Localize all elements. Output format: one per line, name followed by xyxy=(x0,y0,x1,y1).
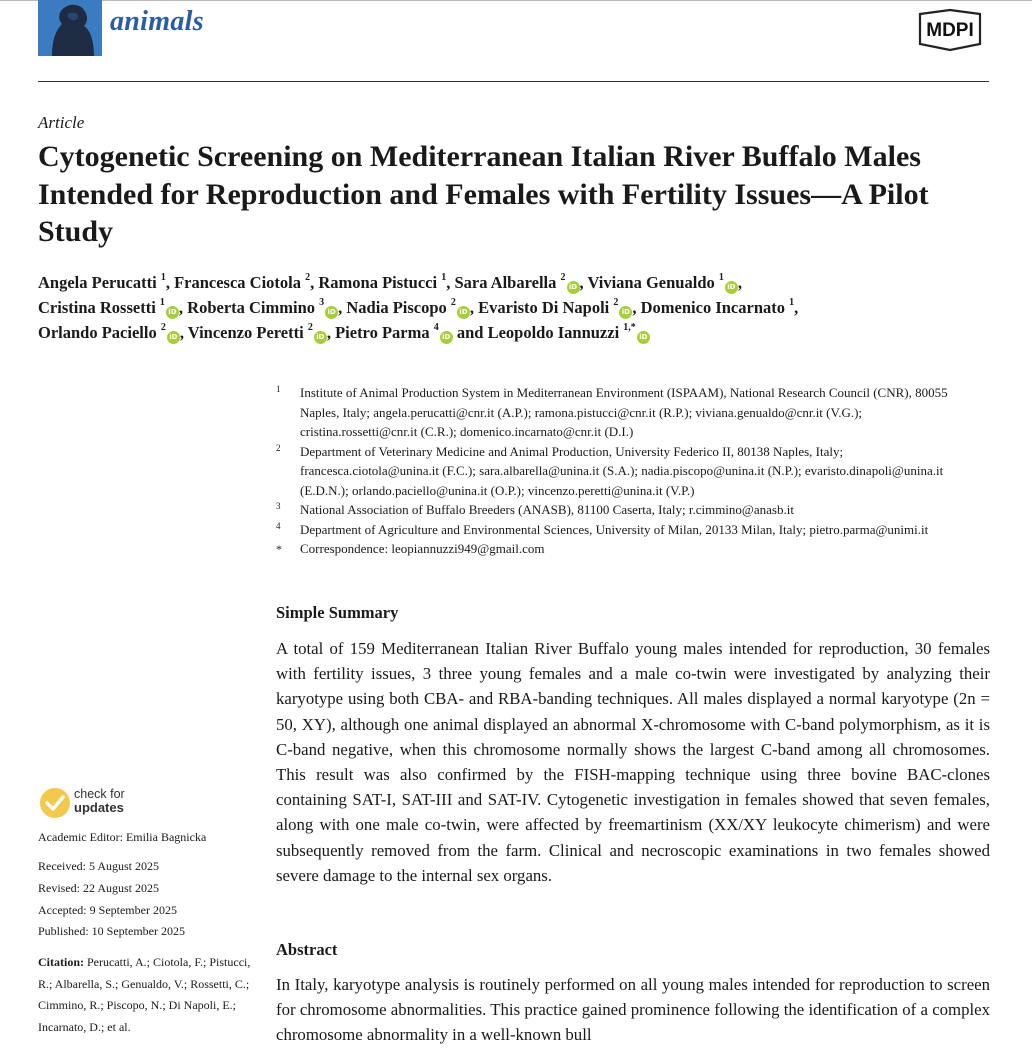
affiliation-number: 1 xyxy=(276,384,281,394)
author-separator: and xyxy=(452,323,488,342)
author-name: Cristina Rossetti xyxy=(38,298,156,317)
author-separator: , xyxy=(446,273,455,292)
journal-name[interactable]: animals xyxy=(110,6,204,37)
affiliation-item xyxy=(276,500,976,520)
author-name: Sara Albarella xyxy=(454,273,557,292)
affiliations xyxy=(276,383,976,559)
article-title: Cytogenetic Screening on Mediterranean Italian River Buffalo Males Intended for Reproduction and Females with Fertility Issues—A Pilot Study xyxy=(38,140,929,248)
author-name: Leopoldo Iannuzzi xyxy=(487,323,620,342)
affiliation-text: Institute of Animal Production System in Mediterranean Environment (ISPAAM), National Research Council (CNR), 80055 Naples, Italy; angela.perucatti@cnr.it (A.P.); ramona.pistucci@cnr.it (R.P.); viviana.genualdo@cnr.it (V.G.); cristina.rossetti@cnr.it (C.R.); domenico.incarnato@cnr.it (D.I.) xyxy=(300,385,948,439)
academic-editor: Academic Editor: Emilia Bagnicka xyxy=(38,830,207,844)
affiliation-marker: 2 xyxy=(307,321,313,333)
citation-label: Citation: xyxy=(38,955,84,969)
affiliation-number: 4 xyxy=(276,520,281,531)
orcid-icon[interactable]: iD xyxy=(567,281,580,294)
affiliation-text: Department of Veterinary Medicine and Animal Production, University Federico II, 80138 Naples, Italy; francesca.ciotola@unina.it (F.C.); sara.albarella@unina.it (S.A.); nadia.piscopo@unina.it (N.P.); evaristo.dinapoli@unina.it (E.D.N.); orlando.paciello@unina.it (O.P.); vincenzo.peretti@unina.it (V.P.) xyxy=(300,443,944,498)
author-separator: , xyxy=(632,298,641,317)
abstract-text: In Italy, karyotype analysis is routinely performed on all young males intended for reproduction to screen for chromosome abnormalities. This practice gained prominence following the identification of a complex chromosome abnormality in a well-known bull xyxy=(276,975,990,1045)
affiliation-marker: 4 xyxy=(433,321,439,333)
date-received: Received: 5 August 2025 xyxy=(38,859,159,873)
orcid-icon[interactable]: iD xyxy=(166,306,179,319)
orcid-icon[interactable]: iD xyxy=(440,331,453,344)
affiliation-marker: 2 xyxy=(160,321,166,333)
citation xyxy=(38,952,263,1038)
author-separator: , xyxy=(178,298,188,317)
author[interactable] xyxy=(318,273,446,292)
author-name: Francesca Ciotola xyxy=(174,273,301,292)
affiliation-marker: 1 xyxy=(441,271,447,283)
affiliation-marker: 1,* xyxy=(623,321,636,333)
author-separator: , xyxy=(179,323,188,342)
orcid-icon[interactable]: iD xyxy=(457,306,470,319)
author-separator: , xyxy=(737,273,742,292)
author-name: Ramona Pistucci xyxy=(318,273,438,292)
orcid-icon[interactable]: iD xyxy=(167,331,180,344)
simple-summary-heading: Simple Summary xyxy=(276,603,399,622)
orcid-icon[interactable]: iD xyxy=(725,281,738,294)
affiliation-number: 2 xyxy=(276,442,281,453)
affiliation-item xyxy=(276,539,976,559)
affiliation-item xyxy=(276,520,976,540)
author-separator: , xyxy=(165,273,175,292)
affiliation-marker: 3 xyxy=(319,296,325,308)
author-separator: , xyxy=(794,298,799,317)
affiliation-text: Department of Agriculture and Environmental Sciences, University of Milan, 20133 Milan, Italy; pietro.parma@unimi.it xyxy=(300,521,929,537)
author-separator: , xyxy=(310,273,319,292)
date-revised: Revised: 22 August 2025 xyxy=(38,881,160,895)
affiliation-item xyxy=(276,442,976,501)
date-published: Published: 10 September 2025 xyxy=(38,924,185,938)
article-type: Article xyxy=(38,113,85,132)
author-name: Domenico Incarnato xyxy=(640,298,785,317)
affiliation-number: * xyxy=(276,542,282,556)
author-separator: , xyxy=(579,273,588,292)
author-separator: , xyxy=(469,298,479,317)
header-divider xyxy=(38,81,989,82)
affiliation-item xyxy=(276,383,976,442)
citation-text: Perucatti, A.; Ciotola, F.; Pistucci, R.; Albarella, S.; Genualdo, V.; Rossetti, C.; Cimmino, R.; Piscopo, N.; Di Napoli, E.; Incarnato, D.; et al. xyxy=(38,955,251,1034)
author[interactable] xyxy=(38,298,179,317)
affiliation-marker: 2 xyxy=(305,271,311,283)
affiliation-marker: 2 xyxy=(613,296,619,308)
author[interactable] xyxy=(188,323,327,342)
orcid-icon[interactable]: iD xyxy=(314,331,327,344)
publisher-logo[interactable] xyxy=(912,8,988,52)
author-name: Nadia Piscopo xyxy=(346,298,447,317)
affiliation-marker: 1 xyxy=(718,271,724,283)
affiliation-text: National Association of Buffalo Breeders (ANASB), 81100 Caserta, Italy; r.cimmino@anasb.it xyxy=(300,502,794,517)
affiliation-marker: 1 xyxy=(159,296,165,308)
author-name: Angela Perucatti xyxy=(38,273,157,292)
author[interactable] xyxy=(38,273,166,292)
author[interactable] xyxy=(488,323,650,342)
author-name: Vincenzo Peretti xyxy=(187,323,304,342)
author-name: Evaristo Di Napoli xyxy=(478,298,610,317)
journal-logo-icon[interactable] xyxy=(38,0,102,56)
affiliation-marker: 1 xyxy=(789,296,795,308)
orcid-icon[interactable]: iD xyxy=(325,306,338,319)
page-top-border xyxy=(0,0,1032,1)
author[interactable] xyxy=(335,323,453,342)
abstract-heading: Abstract xyxy=(276,940,338,959)
check-updates-icon xyxy=(38,786,72,820)
author[interactable] xyxy=(174,273,310,292)
author[interactable] xyxy=(346,298,470,317)
author-name: Roberta Cimmino xyxy=(187,298,316,317)
date-accepted: Accepted: 9 September 2025 xyxy=(38,903,177,917)
check-for-updates-badge[interactable] xyxy=(38,786,138,820)
author-name: Pietro Parma xyxy=(335,323,430,342)
author-name: Orlando Paciello xyxy=(38,323,157,342)
author[interactable] xyxy=(454,273,579,292)
affiliation-text: Correspondence: leopiannuzzi949@gmail.com xyxy=(300,541,545,556)
author[interactable] xyxy=(478,298,632,317)
orcid-icon[interactable]: iD xyxy=(637,331,650,344)
orcid-icon[interactable]: iD xyxy=(619,306,632,319)
affiliation-marker: 2 xyxy=(450,296,456,308)
check-updates-line1: check for xyxy=(74,787,125,801)
affiliation-number: 3 xyxy=(276,501,281,511)
author[interactable] xyxy=(187,298,338,317)
author-name: Viviana Genualdo xyxy=(587,273,715,292)
simple-summary-text: A total of 159 Mediterranean Italian River Buffalo young males intended for reproduction, 30 females with fertility issues, 3 three young females and a male co-twin were investigated by analyzing their karyotype using both CBA- and RBA-banding techniques. All males displayed a normal karyotype (2n = 50, XY), although one animal displayed an abnormal X-chromosome with C-band polymorphism, as it is C-band negative, when this chromosome normally shows the largest C-band among all chromosomes. This result was also confirmed by the FISH-mapping technique using three bovine BAC-clones containing SAT-I, SAT-III and SAT-IV. Cytogenetic investigation in females showed that seven females, along with one male co-twin, were affected by freemartinism (XX/XY leukocyte chimerism) and were subsequently removed from the farm. Clinical and necroscopic examinations in two females showed severe damage to the internal sex organs. xyxy=(276,639,990,885)
author-separator: , xyxy=(338,298,347,317)
check-updates-line2: updates xyxy=(74,800,124,815)
affiliation-marker: 1 xyxy=(160,271,166,283)
author[interactable] xyxy=(38,323,180,342)
author-list xyxy=(38,270,998,345)
affiliation-marker: 2 xyxy=(560,271,566,283)
author-separator: , xyxy=(326,323,336,342)
publisher-name: MDPI xyxy=(926,20,974,41)
author[interactable] xyxy=(641,298,794,317)
author[interactable] xyxy=(587,273,737,292)
